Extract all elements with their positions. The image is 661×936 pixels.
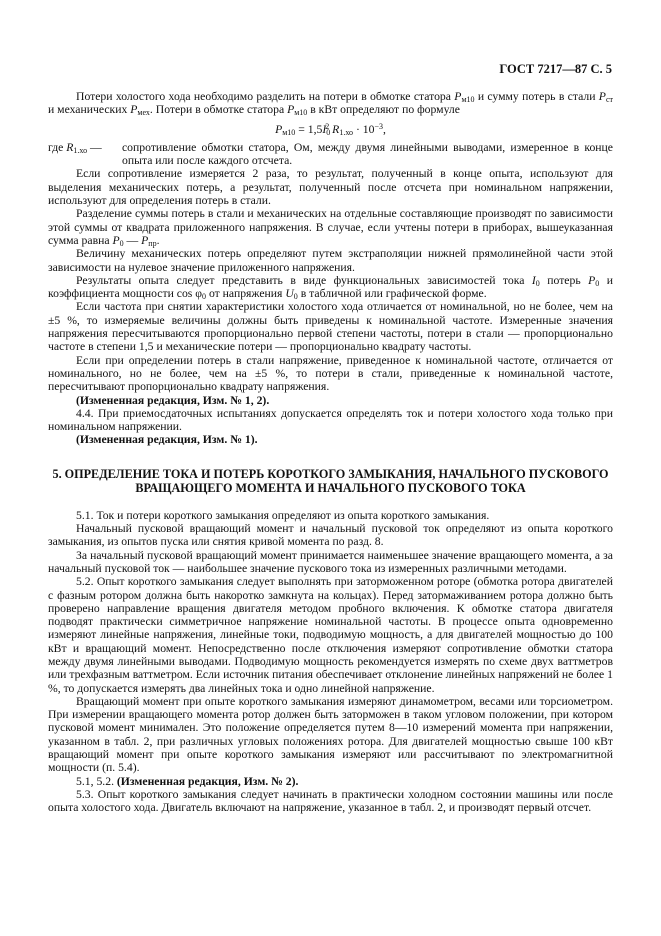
subscript: м10 (294, 108, 308, 118)
legend-term: где $R_{1.хо}$ — (48, 140, 102, 155)
subscript: 0 (293, 292, 298, 302)
math-symbol (374, 123, 383, 136)
paragraph: Если сопротивление измеряется 2 раза, то результат, полученный в конце опыта, используют для выделения механических потерь, а результат, полученный после отсчета при номинальном напряжении, используют для определения потерь в стали. (48, 167, 613, 208)
subscript: м10 (282, 127, 296, 137)
document-body (48, 90, 613, 815)
subscript: мех (137, 108, 150, 118)
math-symbol (275, 123, 295, 136)
variable: P (275, 122, 283, 136)
subscript: 1.хо (339, 127, 354, 137)
variable: U (285, 287, 294, 301)
paragraph: Величину механических потерь определяют путем экстраполяции нижней прямолинейной части этой зависимости на нулевое значение приложенного напряжения. (48, 247, 613, 274)
subscript: 0 (535, 278, 540, 288)
subscript: 0 (202, 292, 207, 302)
page-header: ГОСТ 7217—87 С. 5 (499, 62, 612, 76)
variable: P (141, 233, 149, 247)
paragraph: Разделение суммы потерь в стали и механических на отдельные составляющие производят по зависимости этой суммы от квадрата приложенного напряжения. В случае, если учтены потери в приборах, вышеуказанная сумма равна $P_0$ — $P_{пр}$. (48, 207, 613, 248)
math-symbol (141, 234, 156, 247)
math-symbol (202, 287, 206, 300)
math-symbol (454, 90, 474, 103)
subscript: 1.хо (73, 145, 88, 155)
math-symbol (285, 287, 297, 300)
variable: R (332, 122, 340, 136)
amendment-note: (Измененная редакция, Изм. № 2). (116, 774, 299, 788)
paragraph: 5.2. Опыт короткого замыкания следует выполнять при заторможенном роторе (обмотка ротора двигателей с фазным ротором должна быть накоротко замкнута на кольцах). Перед затормаживанием ротора должно быть проверено направление вращения двигателя методом пробного включения. К обмотке статора двигателя подводят практически симметричное напряжение номинальной частоты. В процессе опыта одновременно измеряют линейные напряжения, линейные токи, подводимую мощность, а для двигателей мощностью до 100 кВт и вращающий момент. Непосредственно после отключения измеряют сопротивление обмотки статора между двумя линейными выводами. Подводимую мощность рекомендуется измерять по схеме двух ваттметров или трехфазным ваттметром. Если источник питания обеспечивает отклонение линейных напряжений не более 1 %, то допускается измерять два линейных тока и одно линейной напряжение. (48, 575, 613, 695)
paragraph (48, 433, 613, 446)
subscript: м10 (461, 95, 475, 104)
variable: P (588, 273, 596, 287)
variable: I (322, 122, 327, 136)
subscript: ст (605, 95, 613, 104)
math-symbol (322, 123, 329, 136)
paragraph: 5.1. Ток и потери короткого замыкания определяют из опыта короткого замыкания. (76, 508, 490, 522)
paragraph: Результаты опыта следует представить в виде функциональных зависимостей тока $I_0$ потерь $P_0$ и коэффициента мощности $\cos \varphi_0$ от напряжения $U_0$ в табличной или графической форме. (48, 273, 613, 302)
math-symbol (130, 103, 150, 116)
paragraph (48, 394, 613, 407)
math-symbol (332, 123, 353, 136)
paragraph: За начальный пусковой вращающий момент принимается наименьшее значение вращающего момента, а за начальный пусковой ток — наибольшее значение пускового тока из измеренных различными методами. (48, 548, 613, 575)
paragraph: Вращающий момент при опыте короткого замыкания измеряют динамометром, весами или торсиометром. При измерении вращающего момента ротор должен быть заторможен в таком угловом положении, при котором пусковой момент минимален. Это положение определяется путем 8—10 измерений момента при напряжении, указанном в табл. 2, при различных угловых положениях ротора. Для двигателей мощностью свыше 100 кВт вращающий момент при опыте короткого замыкания измеряют или рассчитывают по электромагнитной мощности (п. 5.4). (48, 694, 613, 775)
subscript: 0 (326, 127, 331, 137)
superscript: 2 (325, 121, 330, 131)
formula-legend: где $R_{1.хо}$ — сопротивление обмотки статора, Ом, между двумя линейными выводами, измеренное в конце опыта или после каждого отсчета. (48, 140, 613, 168)
paragraph: 5.1, 5.2. (Измененная редакция, Изм. № 2). (76, 774, 299, 788)
subscript: пр (148, 238, 157, 248)
math-symbol (532, 274, 540, 287)
math-symbol (287, 103, 307, 116)
variable: P (454, 90, 462, 103)
subscript: 0 (119, 238, 124, 248)
variable: P (287, 103, 295, 117)
math-symbol (112, 234, 123, 247)
variable: I (531, 273, 536, 287)
paragraph: 4.4. При приемосдаточных испытаниях допускается определять ток и потери холостого хода только при номинальном напряжении. (48, 406, 613, 434)
paragraph: Потери холостого хода необходимо разделить на потери в обмотке статора $P_{м10}$ и сумму потерь в стали $P_{ст}$ и механических $P_{мех}$. Потери в обмотке статора $P_{м10}$ в кВт определяют по формуле (48, 90, 613, 118)
math-symbol (599, 90, 613, 103)
paragraph: Если при определении потерь в стали напряжение, приведенное к номинальной частоте, отличается от номинального, но не более, чем на ±5 %, то потери в стали, приведенные к номинальной частоте, пересчитывают пропорционально квадрату напряжения. (48, 353, 613, 394)
amendment-note: (Измененная редакция, Изм. № 1, 2). (76, 393, 270, 407)
formula: $P_{м10} = 1,5I_0^2$ $R_{1.хо} \cdot 10^{-3}$, (275, 121, 386, 137)
variable: R (66, 140, 74, 154)
variable: P (112, 233, 120, 247)
amendment-note: (Измененная редакция, Изм. № 1). (76, 433, 258, 447)
math-symbol (66, 141, 87, 154)
math-symbol (588, 274, 599, 287)
paragraph: Если частота при снятии характеристики холостого хода отличается от номинальной, но не более, чем на ±5 %, то измеряемые величины должны быть приведены к номинальной частоте. Измеренные значения напряжения пересчитываются пропорционально первой степени частоты, потери в стали — пропорционально частоте в степени 1,5 и механические потери — пропорционально квадрату частоты. (48, 300, 613, 354)
superscript: −3 (374, 121, 383, 131)
paragraph: Начальный пусковой вращающий момент и начальный пусковой ток определяют из опыта короткого замыкания, из опытов пуска или снятия кривой момента по разд. 8. (48, 522, 613, 549)
section-heading: 5. ОПРЕДЕЛЕНИЕ ТОКА И ПОТЕРЬ КОРОТКОГО ЗАМЫКАНИЯ, НАЧАЛЬНОГО ПУСКОВОГО ВРАЩАЮЩЕГО МОМЕНТА И НАЧАЛЬНОГО ПУСКОВОГО ТОКА (52, 466, 609, 495)
subscript: 0 (595, 278, 600, 288)
variable: P (598, 90, 606, 103)
variable: P (130, 103, 138, 117)
paragraph: 5.3. Опыт короткого замыкания следует начинать в практически холодном состоянии машины или после опыта холостого хода. Двигатель включают на напряжение, указанное в табл. 2, и производят первый отсчет. (48, 787, 613, 815)
